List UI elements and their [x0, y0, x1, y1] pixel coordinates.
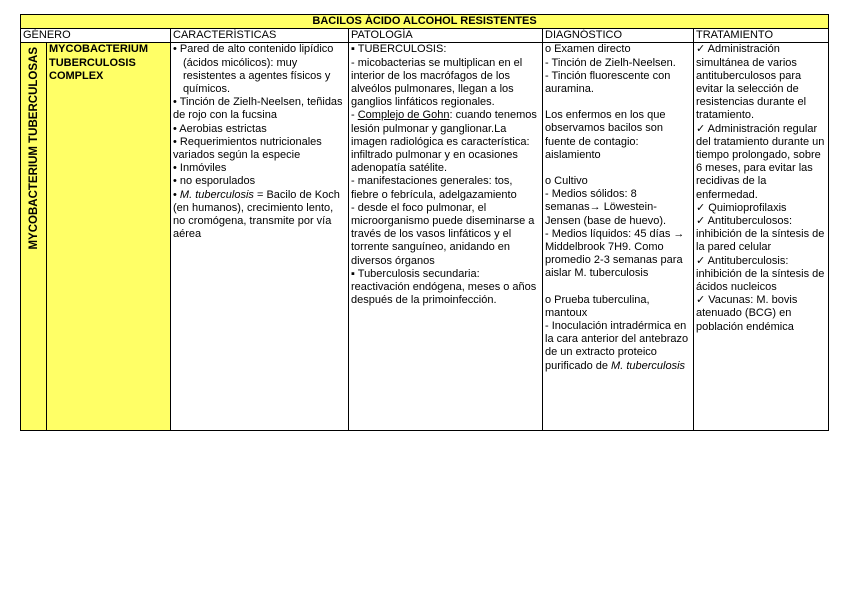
tratamiento-item: ✓ Vacunas: M. bovis atenuado (BCG) en población endémica	[696, 294, 798, 333]
patologia-item	[351, 109, 540, 175]
patologia-text: : cuando tenemos lesión pulmonar y ganglionar.La imagen radiológica es característica: infiltrado pulmonar y en ocasiones adenopatía satélite.	[351, 109, 537, 175]
caracteristica-item: • Aerobias estrictas	[173, 122, 267, 135]
spacer	[545, 96, 691, 109]
diagnostico-text: - Inoculación intradérmica en la cara anterior del antebrazo de un extracto proteico purificado de	[545, 320, 689, 372]
caracteristicas-cell	[171, 43, 349, 431]
species-name-italic: M. tuberculosis	[611, 359, 686, 372]
patologia-dash: -	[351, 109, 358, 122]
header-patologia: PATOLOGÍA	[349, 29, 543, 43]
diagnostico-cell	[543, 43, 694, 431]
tratamiento-item: ✓ Antituberculosis: inhibición de la síntesis de ácidos nucleicos	[696, 254, 825, 294]
diagnostico-item: - Medios líquidos: 45 días → Middelbrook 7H9. Como promedio 2-3 semanas para aislar M. tuberculosis	[545, 227, 685, 280]
header-diagnostico: DIAGNÓSTICO	[543, 29, 694, 43]
tratamiento-item: ✓ Antituberculosos: inhibición de la síntesis de la pared celular	[696, 215, 825, 254]
header-caracteristicas: CARACTERÍSTICAS	[171, 29, 349, 43]
diagnostico-item: - Tinción de Zielh-Neelsen.	[545, 56, 676, 69]
diagnostico-item: o Prueba tuberculina, mantoux	[545, 293, 650, 319]
patologia-item: ▪ Tuberculosis secundaria: reactivación endógena, meses o años después de la primoinfección.	[351, 267, 537, 307]
tratamiento-item: ✓ Administración regular del tratamiento durante un tiempo prolongado, sobre 6 meses, para evitar las recidivas de la enfermedad.	[696, 122, 825, 201]
patologia-item: ▪ TUBERCULOSIS:	[351, 43, 447, 56]
caracteristica-item: • Inmóviles	[173, 162, 227, 175]
diagnostico-item	[545, 320, 691, 373]
diagnostico-item: o Examen directo	[545, 43, 631, 56]
genus-cell	[21, 43, 47, 431]
species-name-italic: M. tuberculosis	[179, 188, 254, 201]
diagnostico-item: Los enfermos en los que observamos bacilos son fuente de contagio: aislamiento	[545, 109, 666, 161]
tratamiento-item: ✓ Quimioprofilaxis	[696, 201, 787, 214]
genus-label: MYCOBACTERIUM TUBERCULOSAS	[27, 47, 40, 250]
species-label: MYCOBACTERIUM TUBERCULOSIS COMPLEX	[49, 43, 148, 82]
header-tratamiento: TRATAMIENTO	[694, 29, 829, 43]
header-genero: GÉNERO	[21, 29, 171, 43]
caracteristica-item: • Pared de alto contenido lipídico (ácidos micólicos): muy resistentes a agentes físicos y químicos.	[173, 43, 334, 96]
patologia-item: - micobacterias se multiplican en el interior de los macrófagos de los alveólos pulmonares, llegan a los ganglios linfáticos regionales.	[351, 56, 523, 109]
patologia-item: - manifestaciones generales: tos, fiebre o febrícula, adelgazamiento	[351, 175, 517, 201]
tratamiento-cell	[694, 43, 829, 431]
caracteristica-bullet: •	[173, 188, 180, 201]
tratamiento-item: ✓ Administración simultánea de varios antituberculosos para evitar la selección de resistencias durante el tratamiento.	[696, 43, 807, 122]
caracteristica-text: = Bacilo de Koch (en humanos), crecimiento lento, no cromógena, transmite por vía aérea	[173, 188, 340, 241]
spacer	[545, 281, 691, 294]
diagnostico-item: - Tinción fluorescente con auramina.	[545, 69, 671, 96]
patologia-cell	[349, 43, 543, 431]
complejo-gohn-term: Complejo de Gohn	[357, 109, 450, 122]
spacer	[545, 162, 691, 175]
diagnostico-item: - Medios sólidos: 8 semanas→ Löwestein-Jensen (base de huevo).	[545, 188, 667, 227]
species-cell	[47, 43, 171, 431]
caracteristica-item: • Tinción de Zielh-Neelsen, teñidas de rojo con la fucsina	[173, 96, 343, 122]
patologia-item: - desde el foco pulmonar, el microorganismo puede diseminarse a través de los vasos linfáticos y el torrente sanguíneo, anidando en diversos órganos	[351, 201, 535, 267]
diagnostico-item: o Cultivo	[545, 175, 588, 188]
caracteristica-item	[173, 189, 346, 242]
tuberculosis-table	[20, 14, 829, 431]
caracteristica-item: • Requerimientos nutricionales variados según la especie	[173, 135, 322, 162]
table-title: BACILOS ÁCIDO ALCOHOL RESISTENTES	[21, 15, 829, 29]
caracteristica-item: • no esporulados	[173, 175, 256, 188]
